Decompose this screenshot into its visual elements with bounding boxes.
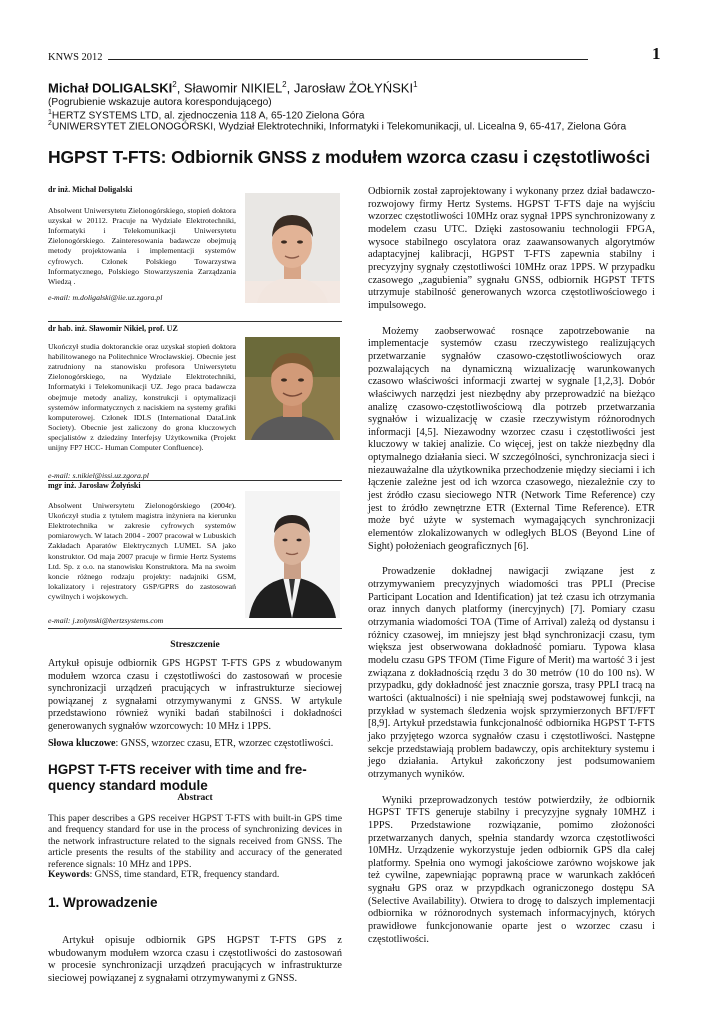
author-3-sup: 1 xyxy=(413,80,418,89)
paragraph: Odbiornik został zaprojektowany i wykonany przez dział badawczo-rozwojowy firmy Hertz Systems. HGPST T-FTS daje na wyjściu wzorzec częstotliwości 10MHz oraz sygnał 1PPS synchronizowany z modelem czasu UTC. Dzięki zastosowaniu technologii FPGA, wysoce stabilnego oscylatora oraz zaawansowanych algorytmów adaptacyjnej kalibracji, HGPST T-FTS zapewnia stabilny i precyzyjny sygnały częstotliwości 10MHz oraz 1PPS. W przypadku czasowego „zagubienia” sygnału GNSS, odbiornik HGPST TFTS utrzymuje stabilność generowanych wzorca częstotliwościowego i impulsowego. xyxy=(368,186,655,311)
bio-email: e-mail: m.doligalski@iie.uz.zgora.pl xyxy=(48,293,163,302)
conference-label: KNWS 2012 xyxy=(48,52,103,63)
abstract-en-text: This paper describes a GPS receiver HGPST T-FTS with built-in GPS time and frequency standard for use in the process of synchronizing devices in the network infrastructure related to the signals received from GNSS. The article presents the results of the stability and accuracy of the generated reference signals: 10 MHz and 1PPS. xyxy=(48,813,342,870)
author-bio-3 xyxy=(48,481,342,626)
author-1-sup: 2 xyxy=(172,80,177,89)
corresponding-note: (Pogrubienie wskazuje autora korespondującego) xyxy=(48,97,272,108)
paragraph: Możemy zaobserwować rosnące zapotrzebowanie na implementacje systemów czasu rzeczywistego realizujących przetwarzanie sygnałów czasowo-częstotliwościowych oraz pozwalających na dynamiczną wizualizację warunkowanych czasowo właściwości informacji zwartej w sygnale [1,2,3]. Dobór właściwych narzędzi jest niezbędny aby przeprowadzić na bieżąco analizę czasowo-częstotliwościową dla potrzeb przetwarzania sygnałów i wizualizację w czasie rzeczywistym różnorodnych informacji [4,5]. Niezawodny wzorzec czasu i częstotliwości jest kluczowy w takiej analizie. Co więcej, jest on także niezbędny dla optymalnego działania sieci. W szczególności, synchronizacja sieci i niezauważalne dla użytkownika przechodzenie między sieciami i ich łączenie zależne jest od ich wzorca czasowego, niezależnie czy to jest źródło czasu sieciowego NTR (Network Time Reference) czy jest to źródło zewnętrzne ETR (External Time Reference). ETR może być użyte w systemach wymagających synchronizacji elementów zlokalizowanych w odległych BLOS (Beyond Line of Sight) położeniach geograficznych [6]. xyxy=(368,325,655,552)
section-1-heading: 1. Wprowadzenie xyxy=(48,895,158,910)
author-bio-1 xyxy=(48,185,342,325)
bio-name: mgr inż. Jarosław Żołyński xyxy=(48,481,141,490)
author-2-sup: 2 xyxy=(282,80,287,89)
abstract-pl-heading: Streszczenie xyxy=(170,640,220,650)
author-photo-1 xyxy=(245,193,340,303)
bio-text: Absolwent Uniwersytetu Zielonogórskiego (2004r). Ukończył studia z tytułem magistra inżyniera na kierunku Elektrotechnika w zakresie cyfrowych systemów pomiarowych. W latach 2004 - 2007 pracował w Lubuskich Zakładach Aparatów Elektrycznych LUMEL SA jako konstruktor. Od maja 2007 pracuje w firmie Hertz Systems Ltd. Sp. z o.o. na stanowisku Konstruktora. Ma na swoim koncie różnego rodzaju projekty: nadajniki GSM, lokalizatory i rejestratory GSP/GPRS do zastosowań cywilnych i wojskowych. xyxy=(48,501,236,601)
author-bio-2 xyxy=(48,324,342,480)
abstract-en-heading: Abstract xyxy=(177,793,213,803)
bio-divider-3 xyxy=(48,628,342,629)
author-photo-3 xyxy=(245,491,340,618)
author-3: Jarosław ŻOŁYŃSKI xyxy=(293,80,414,96)
bio-email: e-mail: s.nikiel@issi.uz.zgora.pl xyxy=(48,471,149,480)
paragraph: Wyniki przeprowadzonych testów potwierdziły, że odbiornik HGPST TFTS generuje stabilny i precyzyjne sygnały 10MHZ i 1PPS. Przedstawione rozwiązanie, pomimo złożoności przetwarzanych danych, spełnia standardy wzorca częstotliwości 10MHz. Urządzenie wykorzystuje jeden odbiornik GPS dla całej platformy. Spełnia ono wymogi jakościowe zarówno wojskowe jak też cywilne, zapewniając poprawną prace w warunkach zakłóceń sygnału GPS oraz w przypdkach ograniczonego dostępu SA (Selective Availability). Otwiera to drogę to dalszych implementacji odbiornika w różnorodnych systemach informacyjnych, których prawidłowe funkcjonowanie oparte jest o wzorzec czasu i częstotliwości. xyxy=(368,794,655,945)
bio-text: Ukończył studia doktoranckie oraz uzyskał stopień doktora habilitowanego na Politechnice Wrocławskiej. Obecnie jest zatrudniony na stanowisku profesora Uniwersytetu Zielonogórskiego, na Wydziale Elektrotechniki, Informatyki i Telekomunikacji UZ. Jego praca badawcza obejmuje metody analizy, konstrukcji i optymalizacji systemów informatycznych z naciskiem na systemy grafiki komputerowej. Członek IDLS (International DataLink Society). Obecnie jest zaliczony do grona kluczowych specjalistów z dziedziny Interfejsy Użytkownika (Projekt unijny FP7 HCC- Human Computer Confluence). xyxy=(48,342,236,453)
author-line: Michał DOLIGALSKI$^2$, Sławomir NIKIEL$^2$, Jarosław ŻOŁYŃSKI$^1$ xyxy=(48,80,418,96)
bio-divider-1 xyxy=(48,321,342,322)
abstract-pl-text: Artykuł opisuje odbiornik GPS HGPST T-FTS GPS z wbudowanym modułem wzorca czasu i częstotliwości do zastosowań w procesie synchronizacji urządzeń pracujących w infrastrukturze sieciowej powiązanej z sygnałami otrzymywanymi z GNSS. W artykule przedstawiono również wyniki badań stabilności i dokładności generowanych sygnałów wzorcowych: 10 MHz i 1PPS. xyxy=(48,658,342,732)
paper-title: HGPST T-FTS: Odbiornik GNSS z modułem wzorca czasu i częstotliwości xyxy=(48,147,651,167)
header-rule xyxy=(108,59,588,60)
author-photo-2 xyxy=(245,337,340,440)
abstract-en-keywords: Keywords: GNSS, time standard, ETR, frequency standard. xyxy=(48,869,280,880)
bio-name: dr inż. Michał Doligalski xyxy=(48,185,133,194)
author-1: Michał DOLIGALSKI xyxy=(48,80,173,96)
author-2: Sławomir NIKIEL xyxy=(183,80,283,96)
page-number: 1 xyxy=(652,44,661,63)
affiliation-1: $^1$HERTZ SYSTEMS LTD, al. zjednoczenia 118 A, 65-120 Zielona Góra xyxy=(48,109,365,122)
right-column xyxy=(368,186,655,959)
bio-name: dr hab. inż. Sławomir Nikiel, prof. UZ xyxy=(48,324,178,333)
paragraph: Prowadzenie dokładnej nawigacji związane jest z otrzymywaniem precyzyjnych wiadomości tras PPLI (Precise Participant Location and Identification) jat też czasu ich otrzymania oraz innych danych platformy (inercyjnych) [7]. Pomiary czasu otrzymania wiadomości TOA (Time of Arrival) zależą od dystansu i różnicy czasowej, im mniejszy jest błąd synchronizacji czasu, tym większa jest obserwowana dokładność pomiaru. Typowa klasa modelu czasu GPS TFOM (Time Figure of Merit) ma wartość 3 i jest związana z dokładnością rzędu 3 do 30 metrów (10 do 100 ns). W przypadku, gdy dokładność jest znacznie gorsza, trasy PPLI tracą na wartości (aktualności) i nie spełniają swej podstawowej funkcji, na przykład w systemach śledzenia wojsk sprzymierzonych BFT/FFT [8,9]. Artykuł przedstawia funkcjonalność odbiornika HGPST T-FTS jako przyjętego wzorca sygnałów czasu i częstotliwości. Następne sekcje przedstawiają problem badawczy, opis architektury systemu i jego działania. Artykuł zakończony jest podsumowaniem otrzymanych wyników. xyxy=(368,566,655,780)
bio-email: e-mail: j.zolynski@hertzsystems.com xyxy=(48,616,164,625)
abstract-en-title: HGPST T-FTS receiver with time and fre- quency standard module xyxy=(48,762,307,793)
affiliation-2: $^2$UNIWERSYTET ZIELONOGÓRSKI, Wydział Elektrotechniki, Informatyki i Telekomunikacji, ul. Licealna 9, 65-417, Zielona Góra xyxy=(48,120,627,133)
section-1-text: Artykuł opisuje odbiornik GPS HGPST T-FTS GPS z wbudowanym modułem wzorca czasu i częstotliwości do zastosowań w procesie synchronizacji urządzeń pracujących w infrastrukturze sieciowej powiązanej z sygnałami otrzymywanymi z GNSS. xyxy=(48,935,342,985)
abstract-pl-keywords: Słowa kluczowe: GNSS, wzorzec czasu, ETR, wzorzec częstotliwości. xyxy=(48,738,334,749)
bio-text: Absolwent Uniwersytetu Zielonogórskiego, stopień doktora uzyskał w 20112. Pracuje na Wydziale Elektrotechniki, Informatyki i Telekomunikacji Uniwersytetu Zielonogórskiego. Zainteresowania badawcze obejmują metody projektowania i implementacji systemów cyfrowych. Członek Polskiego Towarzystwa Informatycznego, Polskiego Stowarzyszenia Zarządzania Wiedzą . xyxy=(48,206,236,286)
